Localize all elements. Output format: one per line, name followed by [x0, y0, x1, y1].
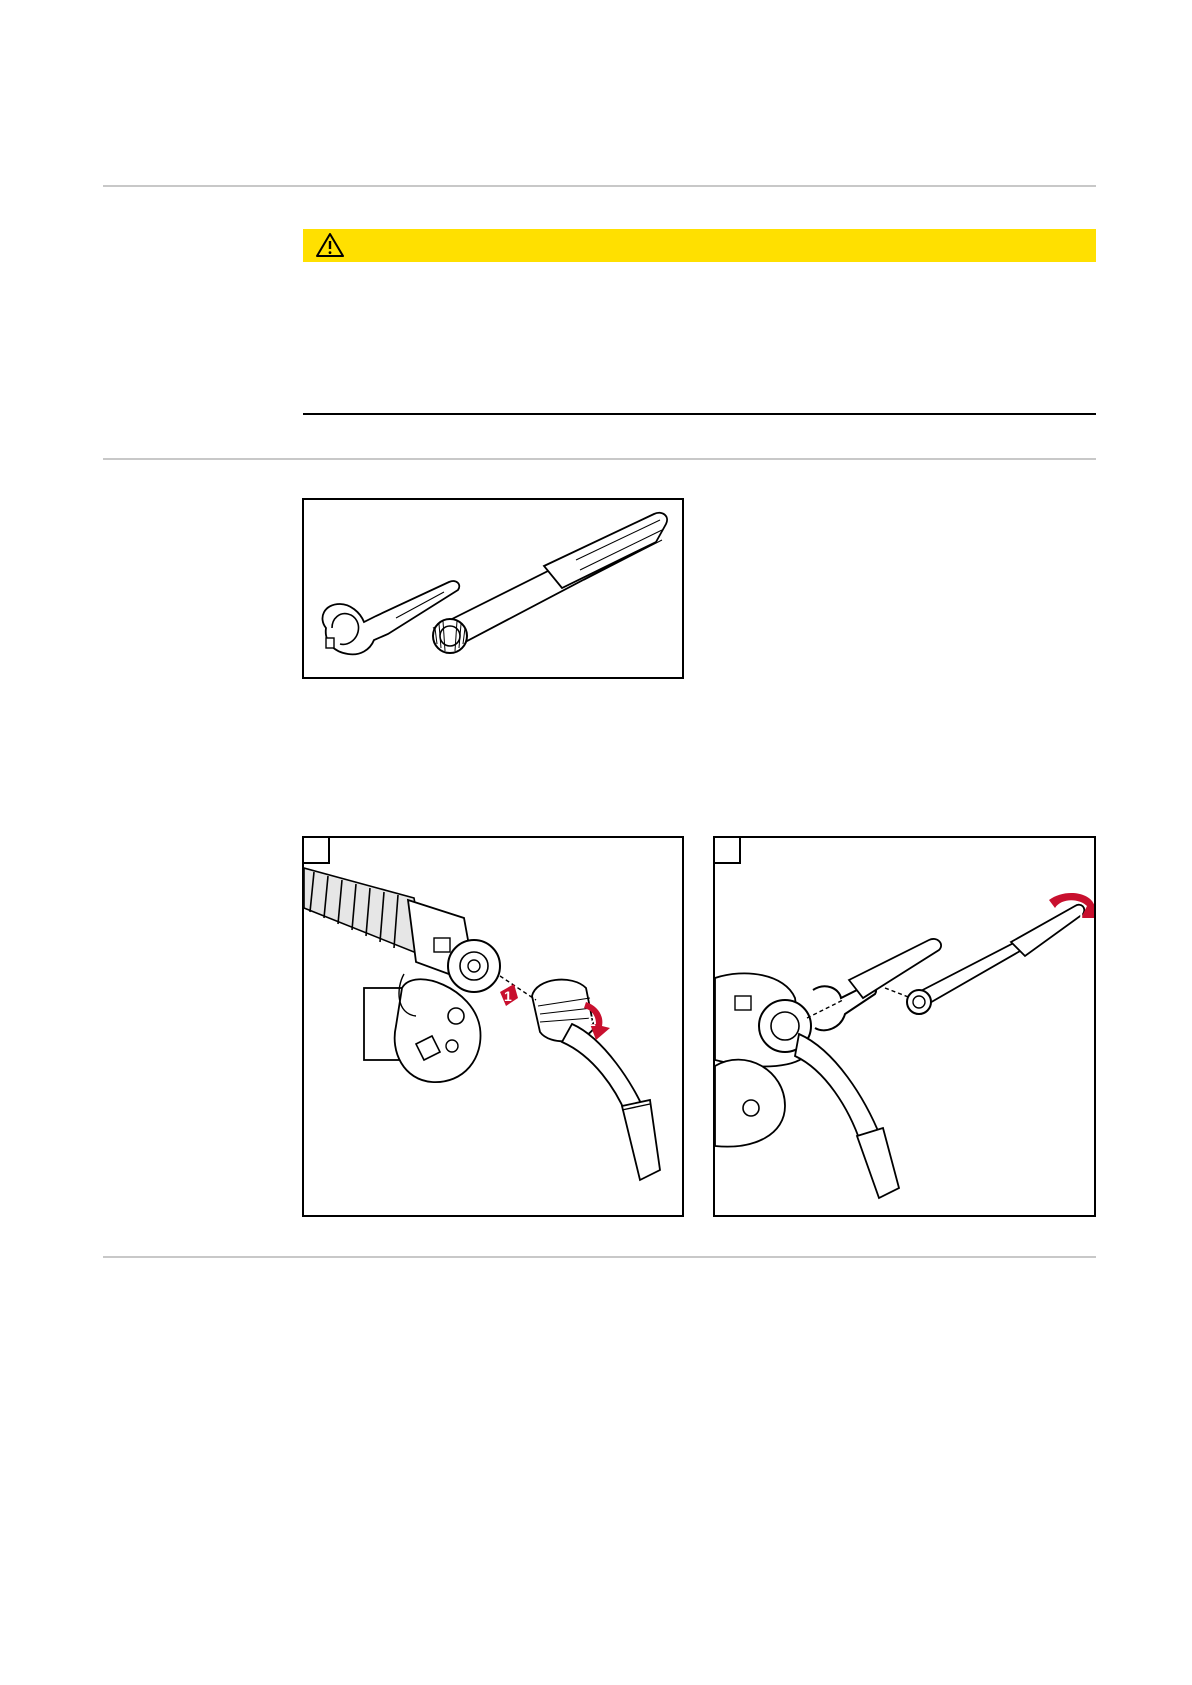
warning-end-rule: [303, 413, 1096, 415]
warning-triangle-icon: [315, 232, 345, 258]
step-1-figure: [302, 836, 684, 1217]
section-divider-top: [103, 185, 1096, 187]
hook-wrench-and-torque-wrench-illustration: [304, 500, 684, 679]
step-number-box: [304, 838, 330, 864]
step-number-box: [715, 838, 741, 864]
arrow-badge-1: 1: [504, 988, 512, 1004]
step-2-figure: [713, 836, 1096, 1217]
attach-torch-neck-illustration: [304, 838, 684, 1217]
tighten-with-torque-wrench-illustration: [715, 838, 1096, 1217]
tools-figure: [302, 498, 684, 679]
arrow-badge-1: 1: [1077, 907, 1085, 923]
arrow-badge-2: 2: [588, 1013, 596, 1029]
warning-banner: [303, 229, 1096, 262]
section-divider-bottom: [103, 1256, 1096, 1258]
section-divider-middle: [103, 458, 1096, 460]
